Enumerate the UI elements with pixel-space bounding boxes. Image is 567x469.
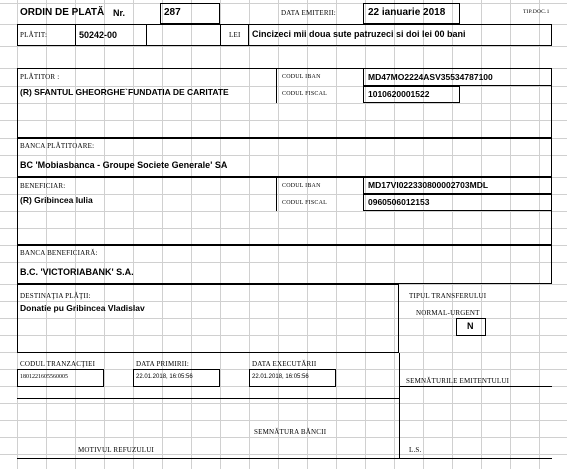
issue-date-value: 22 ianuarie 2018: [368, 7, 446, 18]
executed-date-value: 22.01.2018, 16:05:56: [252, 374, 309, 380]
received-date-label: DATA PRIMIRII:: [136, 360, 189, 368]
issuer-signatures-label: SEMNĂTURILE EMITENTULUI: [406, 377, 510, 385]
payer-bank-section: [17, 138, 552, 177]
beneficiary-label: BENEFICIAR:: [20, 182, 66, 190]
payer-iban: MD47MO2224ASV35534787100: [368, 72, 493, 82]
payer-name: (R) SFANTUL GHEORGHE`FUNDATIA DE CARITATE: [20, 87, 229, 97]
executed-date-label: DATA EXECUTĂRII: [252, 360, 317, 368]
bank-signature-label: SEMNĂTURA BĂNCII: [254, 428, 327, 436]
number-label: Nr.: [113, 8, 126, 18]
payer-iban-label: CODUL IBAN: [282, 74, 321, 80]
beneficiary-iban: MD17VI022330800002703MDL: [368, 180, 489, 190]
amount-label: PLĂTIT:: [20, 31, 48, 39]
transfer-type-options: NORMAL-URGENT: [416, 309, 480, 317]
seal-label: L.S.: [409, 446, 422, 454]
beneficiary-bank-label: BANCA BENEFICIARĂ:: [20, 249, 98, 257]
number-value: 287: [164, 7, 181, 18]
transaction-code-label: CODUL TRANZACŢIEI: [20, 360, 96, 368]
form-code: TIP.DOC.1: [523, 9, 550, 15]
destination-label: DESTINAŢIA PLĂŢII:: [20, 292, 91, 300]
beneficiary-name: (R) Gribincea Iulia: [20, 195, 93, 205]
payer-fiscal-label: CODUL FISCAL: [282, 91, 328, 97]
payer-bank-name: BC 'Mobiasbanca - Groupe Societe Generale' SA: [20, 160, 228, 170]
transfer-type-label: TIPUL TRANSFERULUI: [409, 292, 487, 300]
beneficiary-fiscal: 0960506012153: [368, 197, 430, 207]
amount-value: 50242-00: [79, 30, 118, 40]
document-title: ORDIN DE PLATĂ: [20, 7, 105, 18]
refusal-reason-label: MOTIVUL REFUZULUI: [78, 446, 155, 454]
issue-date-label: DATA EMITERII:: [281, 9, 336, 17]
beneficiary-fiscal-label: CODUL FISCAL: [282, 200, 328, 206]
currency-label: LEI: [229, 31, 241, 39]
received-date-value: 22.01.2018, 16:05:56: [136, 374, 193, 380]
beneficiary-iban-label: CODUL IBAN: [282, 183, 321, 189]
transfer-type-value: N: [467, 321, 474, 331]
payer-label: PLĂTITOR :: [20, 73, 60, 81]
amount-in-words: Cincizeci mii doua sute patruzeci si doi lei 00 bani: [252, 29, 466, 39]
transaction-code-value: 1801221605560005: [20, 374, 68, 380]
payer-bank-label: BANCA PLĂTITOARE:: [20, 142, 95, 150]
beneficiary-bank-name: B.C. 'VICTORIABANK' S.A.: [20, 267, 134, 277]
destination-value: Donatie pu Gribincea Vladislav: [20, 303, 145, 313]
payer-fiscal: 1010620001522: [368, 89, 430, 99]
